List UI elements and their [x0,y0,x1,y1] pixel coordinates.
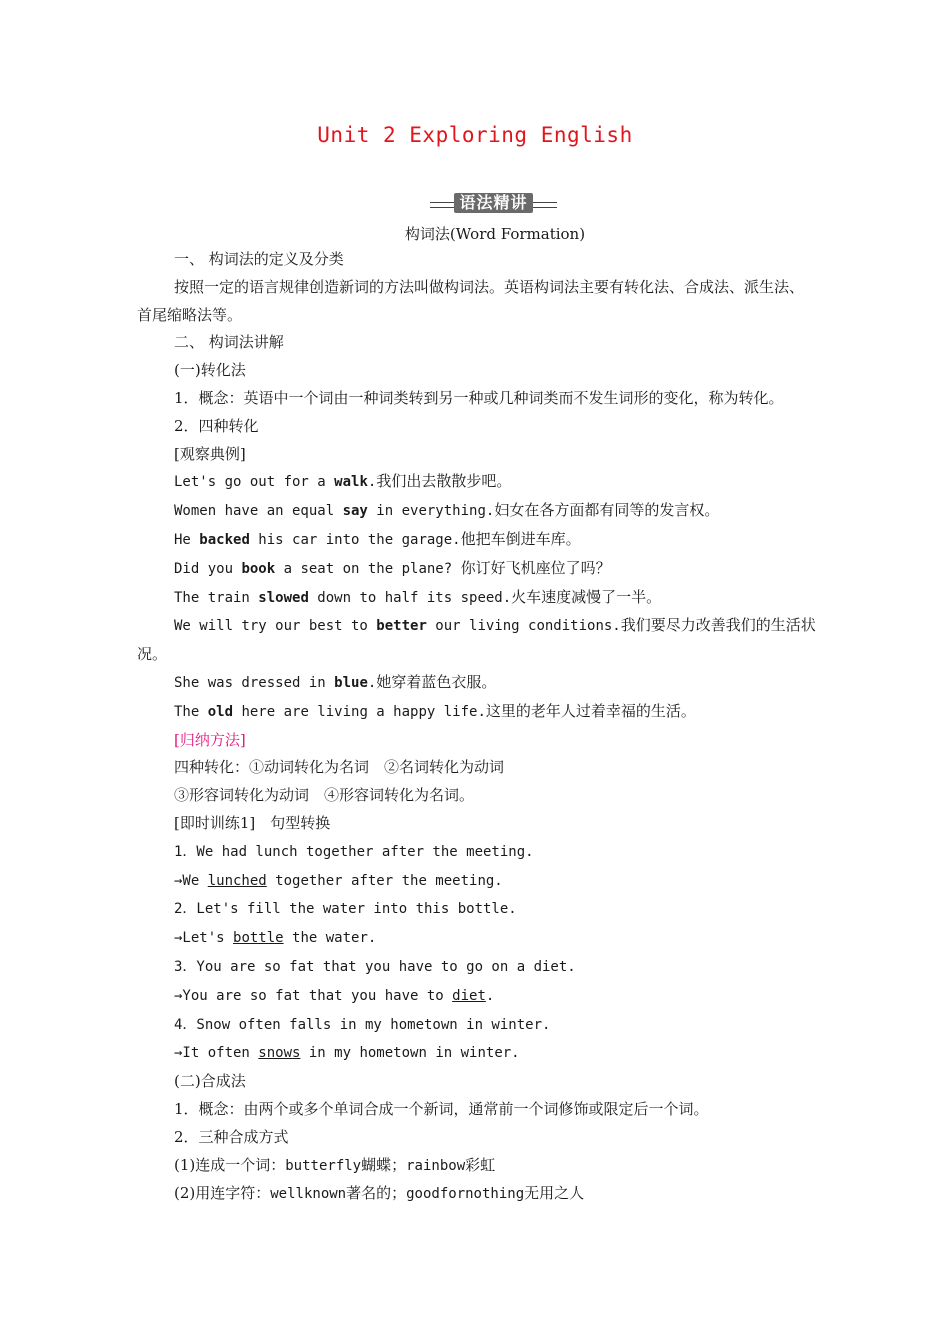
method-line: 四种转化：①动词转化为名词 ②名词转化为动词 [174,758,505,777]
compound-item: (2)用连字符：wellknown著名的；goodfornothing无用之人 [174,1184,585,1203]
example-line: Women have an equal say in everything.妇女在各方面都有同等的发言权。 [174,501,720,520]
label-observe-examples: [观察典例] [174,444,246,463]
heading-three-compounds: 2．三种合成方式 [174,1127,289,1146]
banner-label: 语法精讲 [459,193,528,212]
section-subtitle: 构词法(Word Formation) [404,225,586,243]
exercise-answer: →Let's bottle the water. [174,930,377,947]
label-summarize-method: [归纳方法] [174,730,246,749]
example-line: The train slowed down to half its speed.火车速度减慢了一半。 [174,587,662,606]
paragraph-compounding-concept: 1．概念：由两个或多个单词合成一个新词，通常前一个词修饰或限定后一个词。 [174,1099,709,1118]
example-line: Let's go out for a walk.我们出去散散步吧。 [174,472,512,491]
example-line: The old here are living a happy life.这里的老年人过着幸福的生活。 [174,701,696,720]
example-line: We will try our best to better our living conditions.我们要尽力改善我们的生活状况。 [137,616,816,664]
exercise-question: 4．Snow often falls in my hometown in winter. [174,1016,551,1033]
heading-explanation: 二、 构词法讲解 [174,333,284,352]
example-line: Did you book a seat on the plane? 你订好飞机座位了吗？ [174,558,611,577]
example-line: He backed his car into the garage.他把车倒进车库。 [174,529,581,548]
paragraph-definition: 按照一定的语言规律创造新词的方法叫做构词法。英语构词法主要有转化法、合成法、派生法、首尾缩略法等。 [137,277,805,324]
heading-definition: 一、 构词法的定义及分类 [174,250,344,268]
exercise-question: 3．You are so fat that you have to go on a diet. [174,958,576,975]
method-line: ③形容词转化为动词 ④形容词转化为名词。 [174,786,475,805]
label-practice: [即时训练1] 句型转换 [174,813,331,832]
compound-item: (1)连成一个词：butterfly蝴蝶；rainbow彩虹 [174,1155,496,1174]
exercise-question: 2．Let's fill the water into this bottle. [174,901,517,918]
section-banner [430,192,557,216]
heading-four-conversions: 2．四种转化 [174,416,259,435]
document-body [137,246,817,1209]
page-title: Unit 2 Exploring English [317,123,633,147]
heading-conversion: (一)转化法 [174,361,246,380]
exercise-answer: →You are so fat that you have to diet. [174,987,495,1004]
paragraph-conversion-concept: 1．概念：英语中一个词由一种词类转到另一种或几种词类而不发生词形的变化，称为转化。 [174,388,784,407]
exercise-question: 1．We had lunch together after the meeting. [174,843,534,860]
heading-compounding: (二)合成法 [174,1072,246,1091]
exercise-answer: →It often snows in my hometown in winter. [174,1045,520,1062]
example-line: She was dressed in blue.她穿着蓝色衣服。 [174,672,497,691]
exercise-answer: →We lunched together after the meeting. [174,872,503,889]
